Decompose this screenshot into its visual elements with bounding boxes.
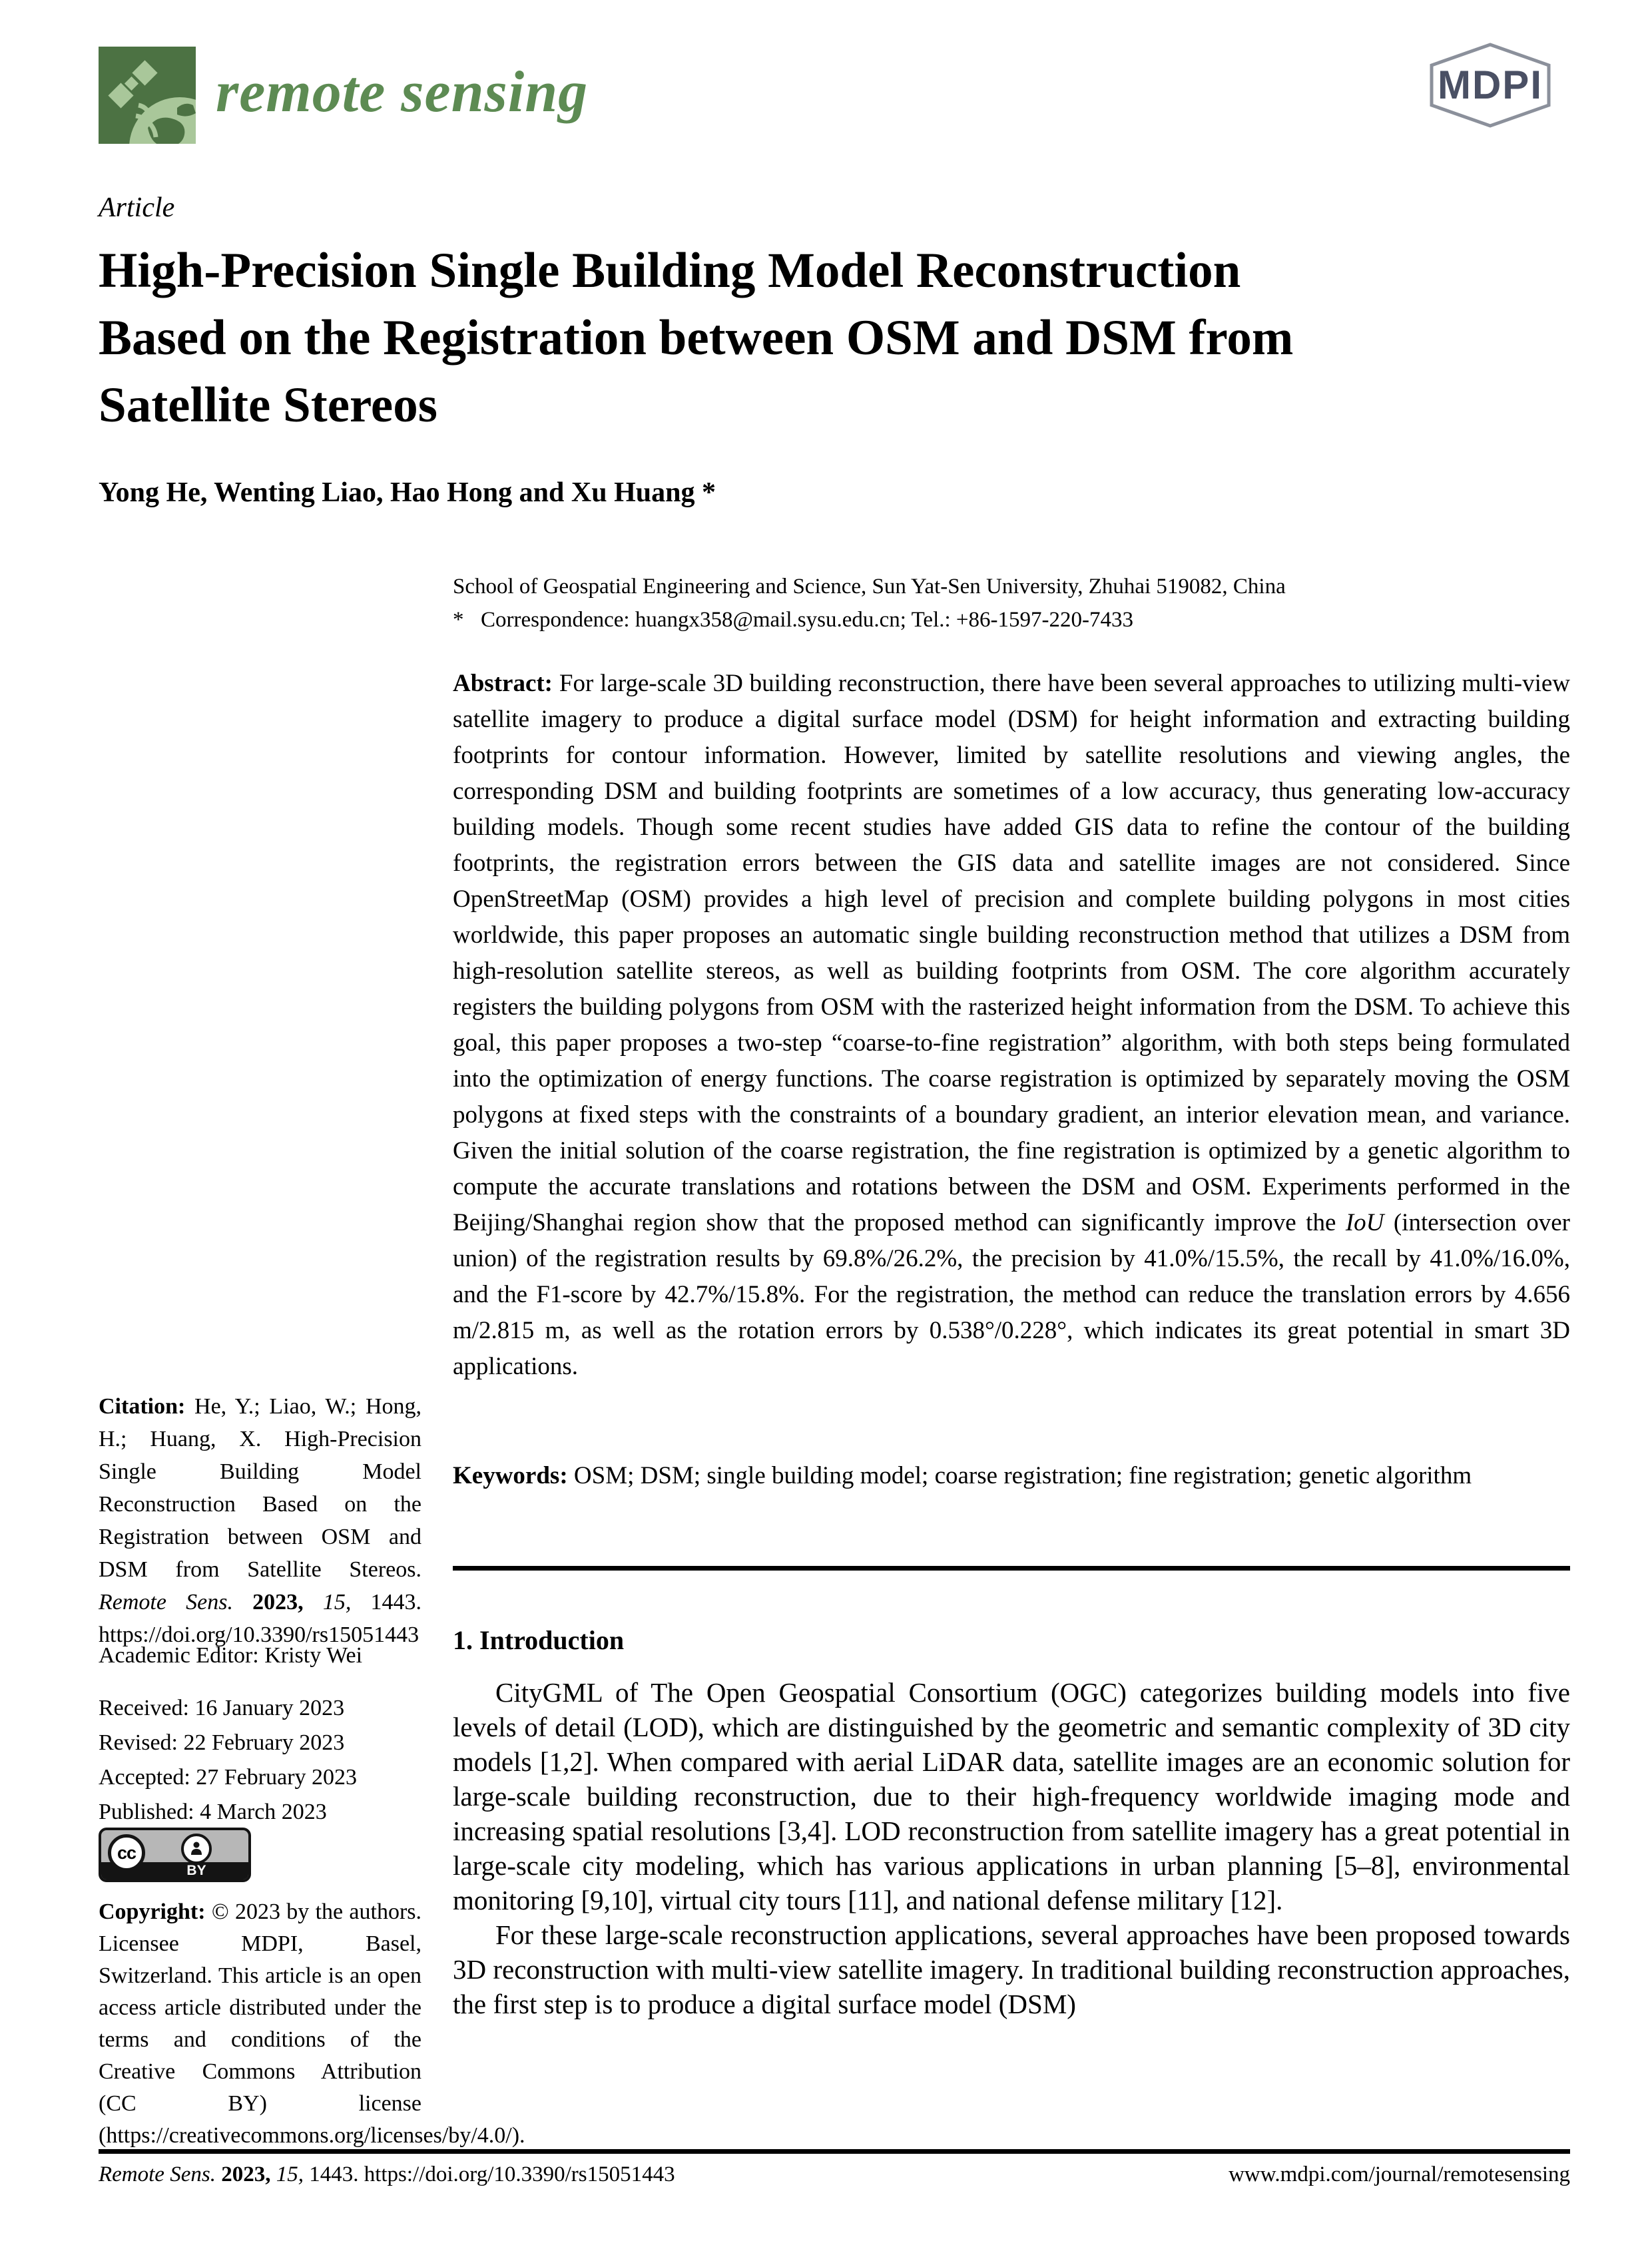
footer-journal: Remote Sens. bbox=[99, 2162, 216, 2186]
citation-label: Citation: bbox=[99, 1394, 186, 1419]
footer-citation bbox=[99, 2162, 675, 2187]
footer-doi-link[interactable]: 1443. https://doi.org/10.3390/rs15051443 bbox=[309, 2162, 675, 2186]
copyright-block bbox=[99, 1896, 525, 2152]
mdpi-logo bbox=[1410, 41, 1570, 129]
cc-icon: cc bbox=[108, 1834, 145, 1871]
author-list: Yong He, Wenting Liao, Hao Hong and Xu Huang * bbox=[99, 477, 716, 508]
footer-year: 2023, bbox=[221, 2162, 271, 2186]
citation-volume: 15, bbox=[322, 1590, 352, 1615]
footer-rule bbox=[99, 2149, 1570, 2154]
svg-text:MDPI: MDPI bbox=[1438, 63, 1543, 107]
affiliation-line: School of Geospatial Engineering and Science, Sun Yat-Sen University, Zhuhai 519082, China bbox=[453, 575, 1286, 599]
citation-journal: Remote Sens. bbox=[99, 1590, 233, 1615]
cc-by-label: BY bbox=[186, 1863, 206, 1878]
copyright-text: © 2023 by the authors. Licensee MDPI, Basel, Switzerland. This article is an open access article distributed under the terms and conditions of the Creative Commons Attribution (CC BY) license (https://creativecommons.org/licenses/by/4.0/). bbox=[99, 1899, 525, 2148]
paper-title-line-3: Satellite Stereos bbox=[99, 377, 437, 433]
correspondence-marker: * bbox=[453, 608, 464, 632]
published-date: Published: 4 March 2023 bbox=[99, 1800, 327, 1824]
introduction-heading: 1. Introduction bbox=[453, 1625, 625, 1655]
abstract-text-2: (intersection over union) of the registration results by 69.8%/26.2%, the precision by 41.0%/15.5%, the recall by 41.0%/16.0%, and the F1-score by 42.7%/15.8%. For the registration, the method can reduce the translation errors by 4.656 m/2.815 m, as well as the rotation errors by 0.538°/0.228°, which indicates its great potential in smart 3D applications. bbox=[453, 1209, 1570, 1380]
abstract-text-1: For large-scale 3D building reconstruction, there have been several approaches to utilizing multi-view satellite imagery to produce a digital surface model (DSM) for height information and extracting building footprints for contour information. However, limited by satellite resolutions and viewing angles, the corresponding DSM and building footprints are sometimes of a low accuracy, thus generating low-accuracy building models. Though some recent studies have added GIS data to refine the contour of the building footprints, the registration errors between the GIS data and satellite images are not considered. Since OpenStreetMap (OSM) provides a high level of precision and complete building polygons in most cities worldwide, this paper proposes an automatic single building reconstruction method that utilizes a DSM from high-resolution satellite stereos, as well as building footprints from OSM. The core algorithm accurately registers the building polygons from OSM with the rasterized height information from the DSM. To achieve this goal, this paper proposes a two-step “coarse-to-fine registration” algorithm, with both steps being formulated into the optimization of energy functions. The coarse registration is optimized by separately moving the OSM polygons at fixed steps with the constraints of a boundary gradient, an interior elevation mean, and variance. Given the initial solution of the coarse registration, the fine registration is optimized by a genetic algorithm to compute the accurate translations and rotations between the DSM and OSM. Experiments performed in the Beijing/Shanghai region show that the proposed method can significantly improve the bbox=[453, 670, 1570, 1236]
introduction-body bbox=[453, 1675, 1570, 2021]
keywords bbox=[453, 1458, 1570, 1494]
received-date: Received: 16 January 2023 bbox=[99, 1696, 345, 1720]
paper-title bbox=[99, 237, 1577, 439]
citation-block bbox=[99, 1390, 421, 1651]
journal-logo bbox=[99, 47, 196, 144]
correspondence-text[interactable]: Correspondence: huangx358@mail.sysu.edu.cn; Tel.: +86-1597-220-7433 bbox=[481, 608, 1133, 632]
citation-year: 2023, bbox=[252, 1590, 304, 1615]
cc-by-person-icon bbox=[181, 1834, 212, 1864]
introduction-paragraph-2: For these large-scale reconstruction applications, several approaches have been proposed towards 3D reconstruction with multi-view satellite imagery. In traditional building reconstruction approaches, the first step is to produce a digital surface model (DSM) bbox=[453, 1919, 1570, 2019]
mdpi-hexagon-icon bbox=[1410, 63, 1570, 132]
revised-date: Revised: 22 February 2023 bbox=[99, 1730, 345, 1755]
academic-editor-line: Academic Editor: Kristy Wei bbox=[99, 1643, 363, 1668]
citation-text: He, Y.; Liao, W.; Hong, H.; Huang, X. High-Precision Single Building Model Reconstruction Based on the Registration between OSM and DSM from Satellite Stereos. bbox=[99, 1394, 421, 1582]
paper-title-line-2: Based on the Registration between OSM and DSM from bbox=[99, 310, 1294, 366]
citation-article-number: 1443. bbox=[370, 1590, 422, 1615]
article-type-label: Article bbox=[99, 192, 175, 223]
copyright-label: Copyright: bbox=[99, 1899, 206, 1924]
abstract-label: Abstract: bbox=[453, 670, 553, 697]
satellite-globe-icon bbox=[99, 135, 196, 146]
section-divider-rule bbox=[453, 1566, 1570, 1571]
affiliation-block bbox=[453, 570, 1570, 636]
abstract-iou-term: IoU bbox=[1345, 1209, 1384, 1236]
introduction-paragraph-1: CityGML of The Open Geospatial Consortium (OGC) categorizes building models into five levels of detail (LOD), which are distinguished by the geometric and semantic complexity of 3D city models [1,2]. When compared with aerial LiDAR data, satellite images are an economic solution for large-scale building reconstruction, due to their high-frequency worldwide imaging mode and increasing spatial resolutions [3,4]. LOD reconstruction from satellite imagery has a great potential in large-scale city modeling, which has various applications in urban planning [5–8], environmental monitoring [9,10], virtual city tours [11], and national defense military [12]. bbox=[453, 1677, 1570, 1915]
keywords-text: OSM; DSM; single building model; coarse registration; fine registration; genetic algorithm bbox=[573, 1462, 1472, 1489]
cc-by-license-badge[interactable] bbox=[99, 1828, 251, 1882]
journal-name: remote sensing bbox=[216, 60, 589, 125]
abstract bbox=[453, 666, 1570, 1385]
accepted-date: Accepted: 27 February 2023 bbox=[99, 1765, 358, 1790]
paper-title-line-1: High-Precision Single Building Model Reconstruction bbox=[99, 243, 1241, 298]
citation-doi-link[interactable]: https://doi.org/10.3390/rs15051443 bbox=[99, 1622, 419, 1647]
history-dates bbox=[99, 1691, 421, 1830]
footer-volume: 15, bbox=[276, 2162, 304, 2186]
keywords-label: Keywords: bbox=[453, 1462, 568, 1489]
footer-journal-url[interactable]: www.mdpi.com/journal/remotesensing bbox=[1229, 2162, 1570, 2186]
correspondence-line bbox=[453, 603, 1570, 636]
